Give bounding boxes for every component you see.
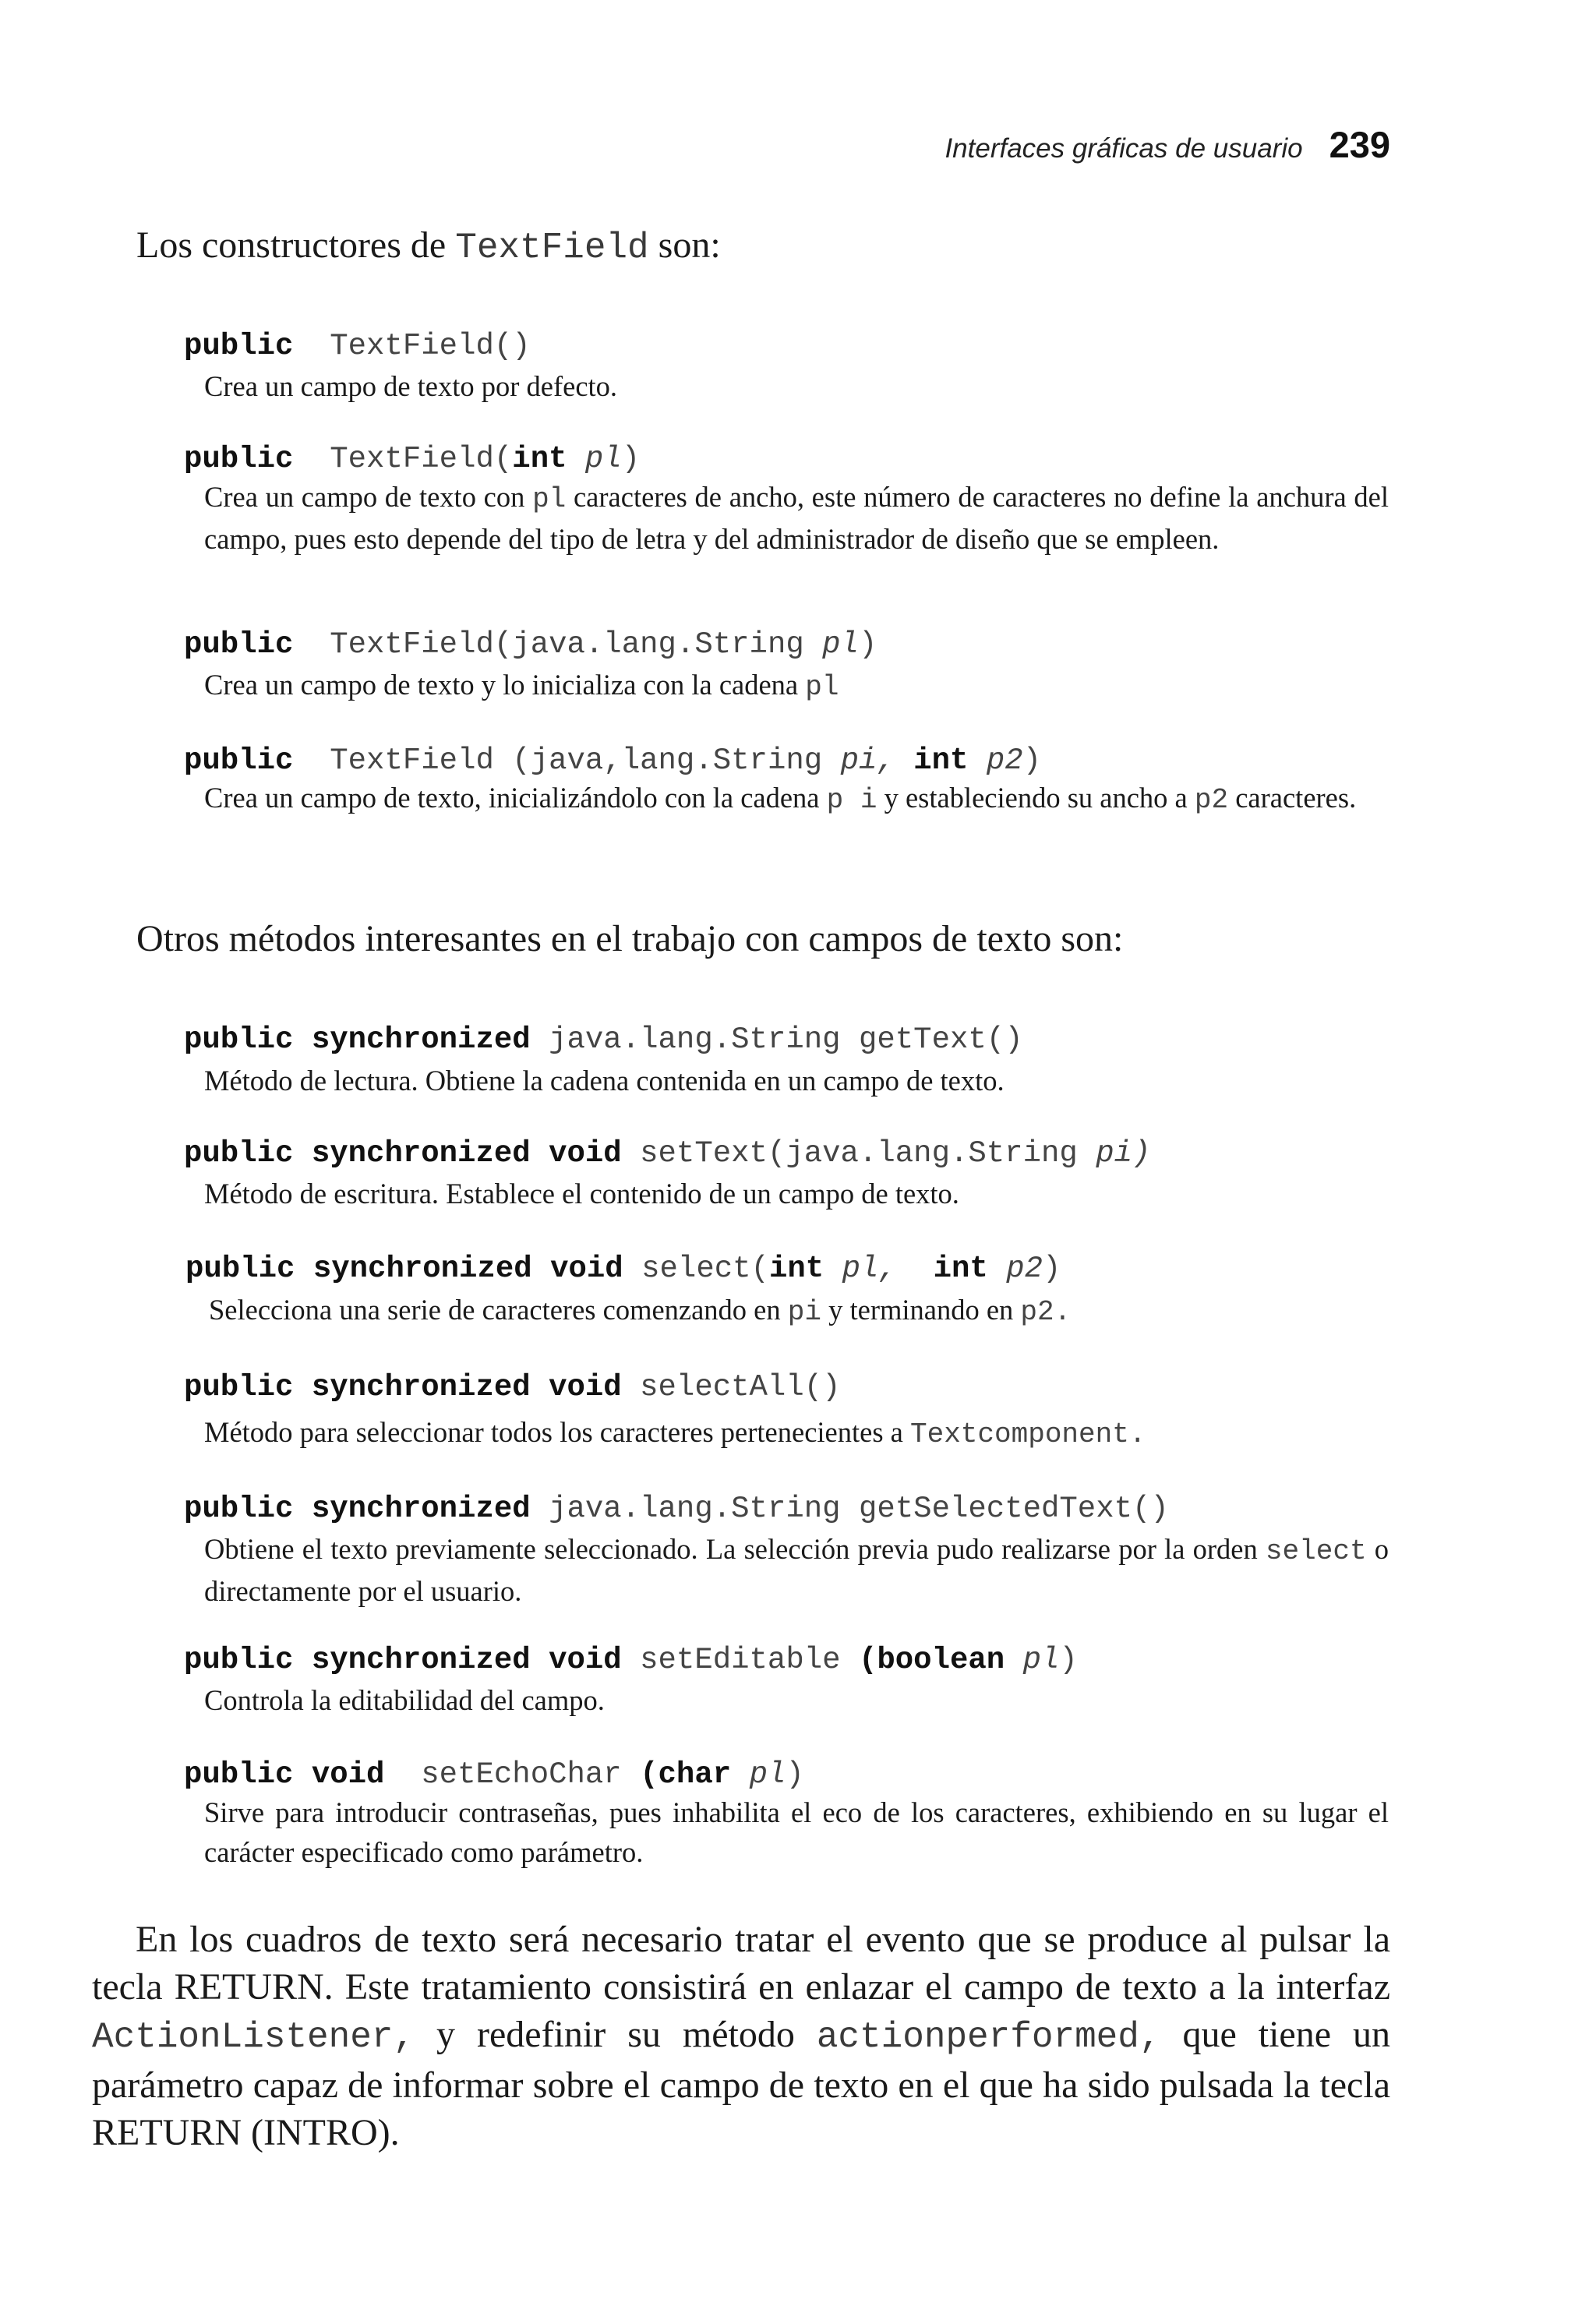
desc-code: pl [532,483,567,515]
keyword: public synchronized [184,1492,531,1526]
param-type: int [913,743,969,778]
paragraph-text: y redefinir su método [415,2014,817,2055]
method-description: Método de escritura. Establece el contenido de un campo de texto. [204,1178,959,1210]
method-name: setEditable [640,1643,859,1677]
intro-text: son: [648,224,721,266]
method-signature [184,1369,841,1406]
constructor-description: Crea un campo de texto por defecto. [204,370,618,402]
running-header [945,123,1390,166]
param-name: p2 [986,743,1023,778]
keyword: public synchronized void [184,1370,622,1404]
intro-text: Los constructores de [136,224,456,266]
method-name: java.lang.String getSelectedText() [549,1492,1169,1526]
param-type: (boolean [858,1643,1005,1677]
keyword: public synchronized void [184,1643,622,1677]
desc-text: Selecciona una serie de caracteres comenzando en [209,1294,788,1326]
keyword: public synchronized [184,1022,531,1057]
paragraph-text: . Este tratamiento consistirá en enlazar el campo de texto a la interfaz [323,1966,1390,2008]
small-caps-text: RETURN [174,1966,324,2008]
param-name: pi) [1096,1136,1151,1171]
keyword: public [184,743,294,778]
method-description: Sirve para introducir contraseñas, pues inhabilita el eco de los caracteres, exhibiendo en su lugar el carácter especificado como parámetro. [204,1796,1389,1868]
keyword: public [184,442,294,476]
constructor-signature [184,440,640,478]
method-signature [184,1021,1023,1058]
inline-code: actionperformed, [816,2017,1161,2057]
constructor-signature [184,742,1041,779]
method-name: TextField(java.lang.String [330,627,823,662]
desc-text: Método para seleccionar todos los caracteres pertenecientes a [204,1416,910,1448]
keyword: public [184,627,294,662]
param-name: pl, [842,1252,897,1286]
paragraph-text: En los cuadros de texto será necesario tratar el evento que se produce al pulsar la tecla [92,1919,1390,2008]
constructor-signature [184,626,877,663]
param-type: int [768,1252,824,1286]
paren: ) [1043,1252,1061,1286]
method-signature [184,1135,1150,1172]
method-name: setText(java.lang.String [640,1136,1096,1171]
constructor-signature [184,327,531,365]
method-signature [184,1756,804,1793]
desc-code: p2 [1194,784,1229,816]
method-signature [185,1250,1061,1287]
desc-text: Crea un campo de texto con [204,481,533,513]
desc-code: p2. [1020,1296,1072,1328]
param-name: pl [1022,1643,1060,1677]
param-type: int [933,1252,988,1286]
desc-code: pi [787,1296,821,1328]
method-name: TextField (java,lang.String [330,743,841,778]
method-description: Método de lectura. Obtiene la cadena contenida en un campo de texto. [204,1065,1005,1097]
desc-text: caracteres. [1228,782,1357,814]
desc-text: caracteres de ancho, este número de caracteres no define la anchura del campo, pues esto depende del tipo de letra y del administrador de diseño que se empleen. [204,481,1389,555]
method-description: Controla la editabilidad del campo. [204,1684,605,1716]
constructors-intro [136,222,721,271]
param-name: pl [749,1757,786,1792]
keyword: public synchronized void [184,1136,622,1171]
method-signature [184,1490,1169,1528]
param-name: pl [584,442,622,476]
method-description [204,1412,1389,1454]
method-description [209,1290,1393,1332]
constructor-description [204,477,1389,559]
keyword: public void [184,1757,385,1792]
paren: ) [1059,1643,1078,1677]
desc-text: Crea un campo de texto y lo inicializa con la cadena [204,669,806,701]
param-name: pl [822,627,859,662]
intro-code: TextField [455,228,649,268]
method-name: setEchoChar [421,1757,641,1792]
desc-code: select [1265,1535,1367,1567]
param-type: (char [640,1757,732,1792]
method-name: java.lang.String getText() [549,1022,1023,1057]
param-name: pi, [840,743,895,778]
constructor-description [204,665,1389,707]
desc-text: Crea un campo de texto, inicializándolo con la cadena [204,782,827,814]
small-caps-text: (INTRO). [251,2112,400,2153]
param-type: int [512,442,567,476]
page-number: 239 [1329,124,1390,165]
inline-code: ActionListener, [92,2017,415,2057]
final-paragraph [92,1916,1390,2156]
constructor-description [204,778,1389,820]
method-signature [184,1641,1078,1679]
method-name: TextField( [330,442,513,476]
method-description [204,1529,1389,1611]
method-name: TextField() [330,329,531,363]
param-name: p2 [1006,1252,1043,1286]
paren: ) [1022,743,1042,778]
desc-text: y terminando en [821,1294,1021,1326]
paren: ) [858,627,877,662]
desc-code: pl [805,671,839,703]
desc-text: Obtiene el texto previamente seleccionado. La selección previa pudo realizarse por la orden [204,1533,1266,1565]
header-title: Interfaces gráficas de usuario [945,133,1303,164]
keyword: public synchronized void [185,1252,623,1286]
small-caps-text: RETURN [92,2112,242,2153]
desc-code: p i [826,784,877,816]
paragraph-text [242,2112,251,2153]
method-name: select( [641,1252,769,1286]
paren: ) [786,1757,804,1792]
paragraph-text: que tiene un parámetro capaz de informar sobre el campo de texto en el que ha sido pulsada la tecla [92,2014,1390,2106]
desc-code: Textcomponent. [909,1418,1146,1450]
keyword: public [184,329,294,363]
paren: ) [621,442,641,476]
methods-intro: Otros métodos interesantes en el trabajo con campos de texto son: [136,918,1124,959]
desc-text: o directamente por el usuario. [204,1533,1389,1607]
desc-text: y estableciendo su ancho a [877,782,1195,814]
method-name: selectAll() [640,1370,841,1404]
